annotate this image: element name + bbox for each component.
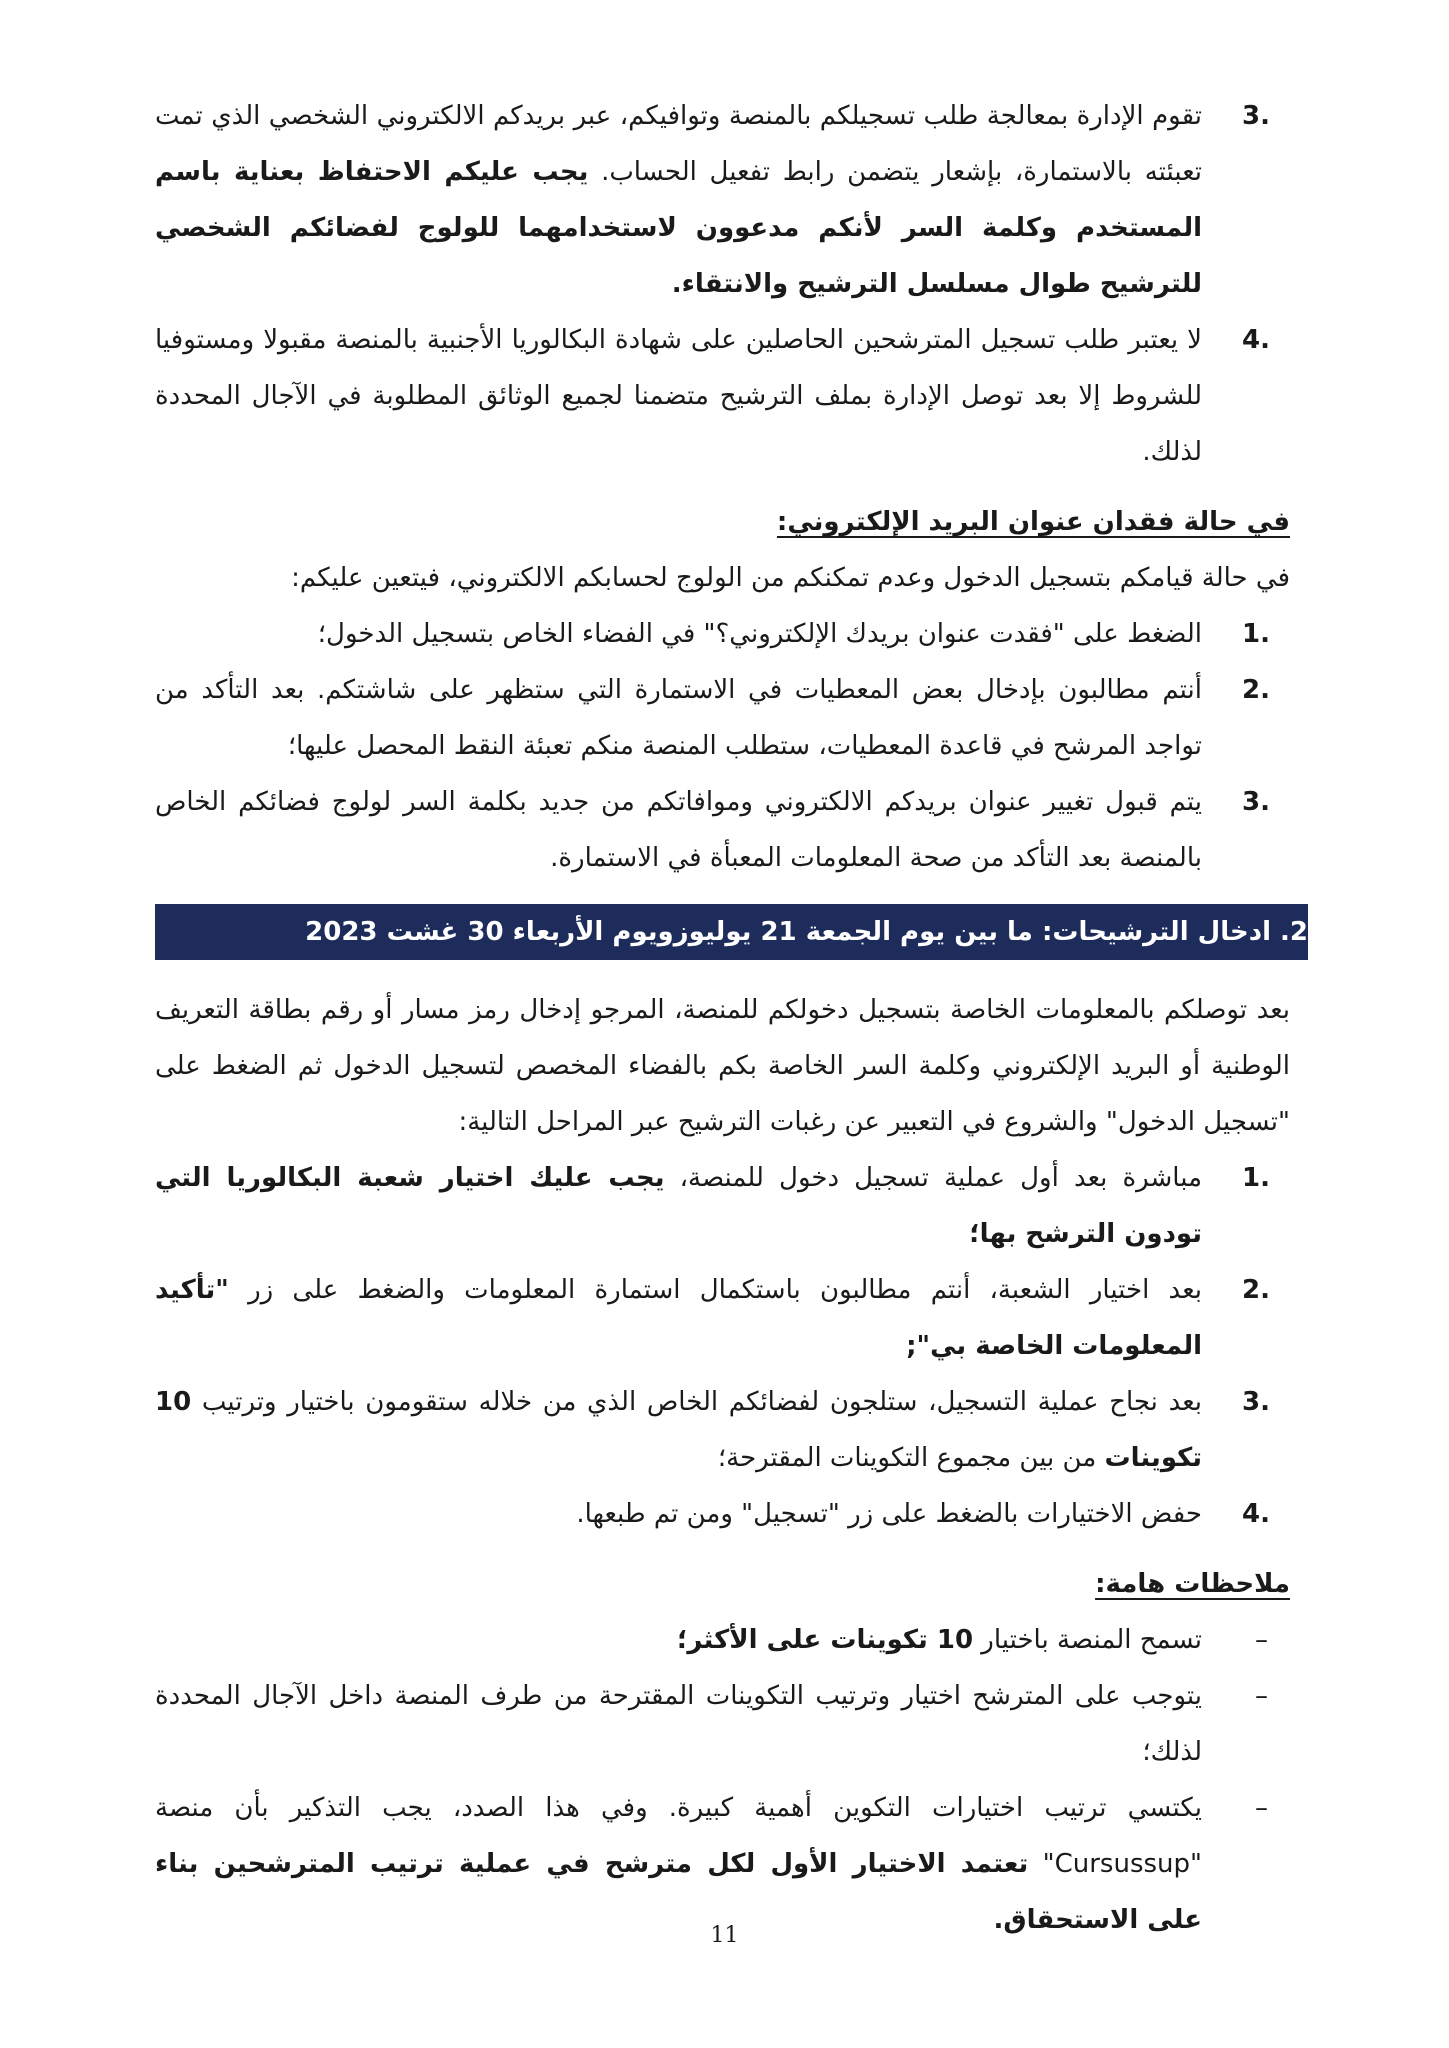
list-number: 3 . (1242, 774, 1290, 830)
note-text: يتوجب على المترشح اختيار وترتيب التكوينات المقترحة من طرف المنصة داخل الآجال المحددة لذلك؛ (155, 1681, 1202, 1767)
list-item (155, 312, 1290, 480)
email-loss-intro: في حالة قيامكم بتسجيل الدخول وعدم تمكنكم من الولوج لحسابكم الالكتروني، فيتعين عليكم: (291, 563, 1290, 593)
note-text-bold: تعتمد الاختيار الأول لكل مترشح في عملية ترتيب المترشحين بناء على الاستحقاق. (155, 1849, 1202, 1935)
list-text: بعد اختيار الشعبة، أنتم مطالبون باستكمال استمارة المعلومات والضغط على زر (228, 1275, 1202, 1305)
page-number: 11 (710, 1923, 739, 1948)
note-text: تسمح المنصة باختيار (973, 1625, 1202, 1655)
list-number: 2 . (1242, 662, 1290, 718)
list-text-bold: يجب عليك اختيار شعبة البكالوريا التي تودون الترشح بها؛ (155, 1163, 1202, 1249)
section2-steps (155, 1150, 1290, 1542)
list-text-bold: "تأكيد المعلومات الخاصة بي"; (155, 1275, 1202, 1361)
page-content (155, 88, 1308, 1948)
section2-intro: بعد توصلكم بالمعلومات الخاصة بتسجيل دخولكم للمنصة، المرجو إدخال رمز مسار أو رقم بطاقة التعريف الوطنية أو البريد الإلكتروني وكلمة السر الخاصة بكم بالفضاء المخصص لتسجيل الدخول ثم الضغط على "تسجيل الدخول" والشروع في التعبير عن رغبات الترشيح عبر المراحل التالية: (155, 995, 1290, 1137)
list-number: 4 . (1242, 312, 1290, 368)
list-number: 3 . (1242, 1374, 1290, 1430)
list-item (155, 1486, 1290, 1542)
section-banner-title: 2. ادخال الترشيحات: ما بين يوم الجمعة 21 يوليوزويوم الأربعاء 30 غشت 2023 (305, 917, 1308, 947)
list-text: مباشرة بعد أول عملية تسجيل دخول للمنصة، (664, 1163, 1202, 1193)
list-item (155, 1374, 1290, 1486)
list-text: يتم قبول تغيير عنوان بريدكم الالكتروني وموافاتكم من جديد بكلمة السر لولوج فضائكم الخاص بالمنصة بعد التأكد من صحة المعلومات المعبأة في الاستمارة. (155, 787, 1202, 873)
list-number: 3 . (1242, 88, 1290, 144)
list-item (155, 1150, 1290, 1262)
note-text-bold: 10 تكوينات على الأكثر؛ (676, 1625, 974, 1655)
list-text: حفض الاختيارات بالضغط على زر "تسجيل" ومن تم طبعها. (576, 1499, 1202, 1529)
dash-bullet: – (1255, 1793, 1268, 1823)
list-item (155, 606, 1290, 662)
email-loss-list (155, 606, 1290, 886)
notes-list (155, 1612, 1290, 1948)
list-text: بعد نجاح عملية التسجيل، ستلجون لفضائكم الخاص الذي من خلاله ستقومون باختيار وترتيب (191, 1387, 1202, 1417)
note-item (155, 1612, 1290, 1668)
list-text: الضغط على "فقدت عنوان بريدك الإلكتروني؟" في الفضاء الخاص بتسجيل الدخول؛ (317, 619, 1202, 649)
note-item (155, 1668, 1290, 1780)
list-text-bold: يجب عليكم الاحتفاظ بعناية باسم المستخدم وكلمة السر لأنكم مدعوون لاستخدامهما للولوج لفضائكم الشخصي للترشيح طوال مسلسل الترشيح والانتقاء. (155, 157, 1202, 299)
list-text-bold: 10 تكوينات (155, 1387, 1202, 1473)
registration-list (155, 88, 1290, 480)
email-loss-heading: في حالة فقدان عنوان البريد الإلكتروني: (776, 507, 1290, 537)
dash-bullet: – (1255, 1625, 1268, 1655)
list-number: 1 . (1242, 1150, 1290, 1206)
list-text: أنتم مطالبون بإدخال بعض المعطيات في الاستمارة التي ستظهر على شاشتكم. بعد التأكد من تواجد المرشح في قاعدة المعطيات، ستطلب المنصة منكم تعبئة النقط المحصل عليها؛ (155, 675, 1202, 761)
list-number: 1 . (1242, 606, 1290, 662)
notes-heading: ملاحظات هامة: (1095, 1569, 1290, 1599)
list-text: تقوم الإدارة بمعالجة طلب تسجيلكم بالمنصة وتوافيكم، عبر بريدكم الالكتروني الشخصي الذي تمت تعبئته بالاستمارة، بإشعار يتضمن رابط تفعيل الحساب. (155, 101, 1202, 187)
list-text: لا يعتبر طلب تسجيل المترشحين الحاصلين على شهادة البكالوريا الأجنبية بالمنصة مقبولا ومستوفيا للشروط إلا بعد توصل الإدارة بملف الترشيح متضمنا لجميع الوثائق المطلوبة في الآجال المحددة لذلك. (155, 325, 1202, 467)
dash-bullet: – (1255, 1681, 1268, 1711)
section-banner (155, 904, 1308, 960)
list-item (155, 88, 1290, 312)
list-text-tail: من بين مجموع التكوينات المقترحة؛ (717, 1443, 1105, 1473)
list-item (155, 662, 1290, 774)
list-item (155, 774, 1290, 886)
list-number: 4 . (1242, 1486, 1290, 1542)
list-item (155, 1262, 1290, 1374)
note-text: يكتسي ترتيب اختيارات التكوين أهمية كبيرة. وفي هذا الصدد، يجب التذكير بأن منصة "Cursussup" (155, 1793, 1202, 1879)
list-number: 2 . (1242, 1262, 1290, 1318)
